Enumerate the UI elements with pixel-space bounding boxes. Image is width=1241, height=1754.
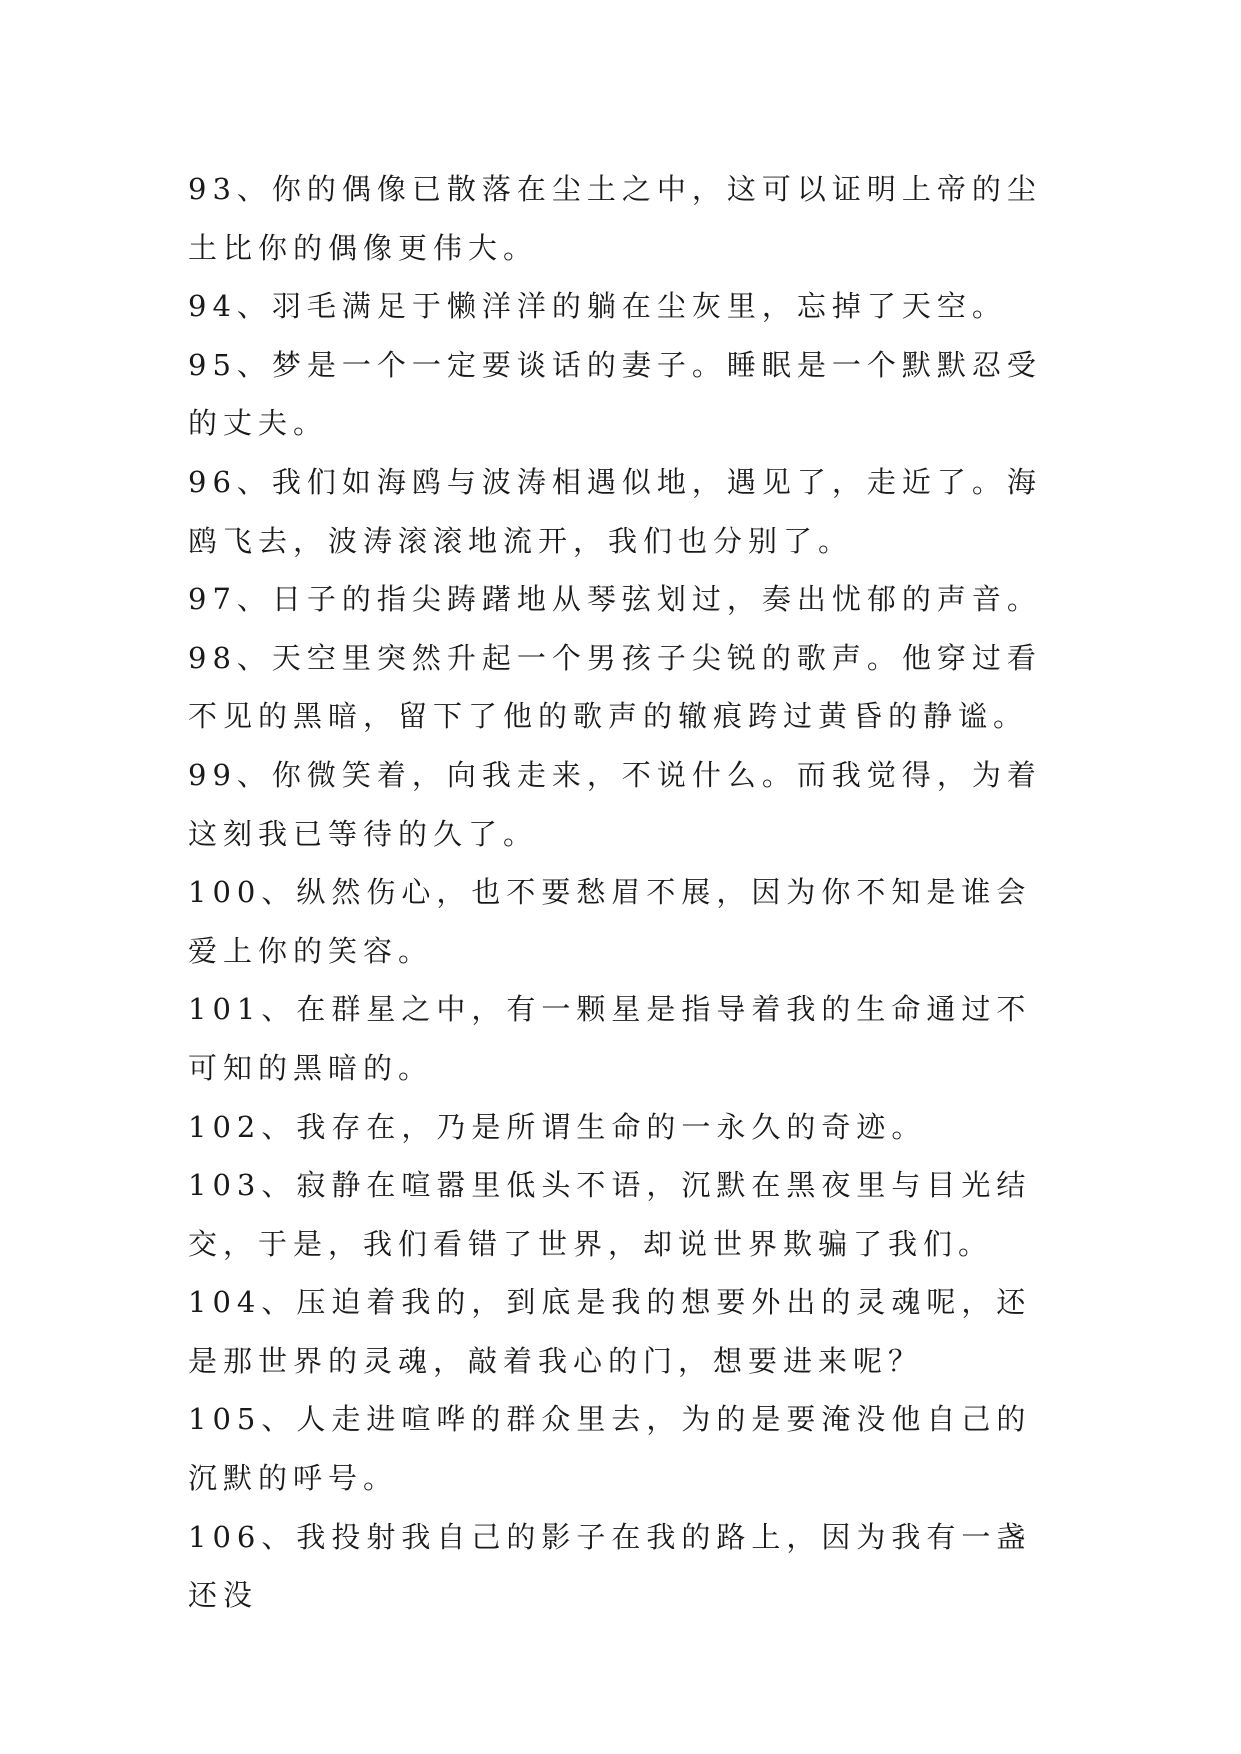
quote-entry-96: 96、我们如海鸥与波涛相遇似地，遇见了，走近了。海鸥飞去，波涛滚滚地流开，我们也分别了。 (188, 464, 1042, 558)
quote-entry-95: 95、梦是一个一定要谈话的妻子。睡眠是一个默默忍受的丈夫。 (188, 347, 1042, 441)
quote-entry-93: 93、你的偶像已散落在尘土之中，这可以证明上帝的尘土比你的偶像更伟大。 (188, 172, 1042, 265)
quote-entry-102: 102、我存在，乃是所谓生命的一永久的奇迹。 (188, 1109, 927, 1144)
quote-entry-101: 101、在群星之中，有一颗星是指导着我的生命通过不可知的黑暗的。 (188, 992, 1032, 1085)
quote-entry-105: 105、人走进喧哗的群众里去，为的是要淹没他自己的沉默的呼号。 (188, 1402, 1032, 1496)
quote-entry-98: 98、天空里突然升起一个男孩子尖锐的歌声。他穿过看不见的黑暗，留下了他的歌声的辙痕跨过黄昏的静谧。 (188, 640, 1042, 734)
quote-entry-106: 106、我投射我自己的影子在我的路上，因为我有一盏还没 (188, 1519, 1032, 1613)
quote-entry-97: 97、日子的指尖踌躇地从琴弦划过，奏出忧郁的声音。 (188, 582, 1042, 617)
quote-entry-104: 104、压迫着我的，到底是我的想要外出的灵魂呢，还是那世界的灵魂，敲着我心的门，想要进来呢？ (188, 1285, 1032, 1378)
quote-entry-99: 99、你微笑着，向我走来，不说什么。而我觉得，为着这刻我已等待的久了。 (188, 757, 1042, 851)
quote-entry-100: 100、纵然伤心，也不要愁眉不展，因为你不知是谁会爱上你的笑容。 (188, 875, 1032, 968)
document-page (188, 160, 1060, 1625)
quote-entry-94: 94、羽毛满足于懒洋洋的躺在尘灰里，忘掉了天空。 (188, 289, 1007, 324)
quote-entry-103: 103、寂静在喧嚣里低头不语，沉默在黑夜里与目光结交，于是，我们看错了世界，却说世界欺骗了我们。 (188, 1168, 1032, 1261)
